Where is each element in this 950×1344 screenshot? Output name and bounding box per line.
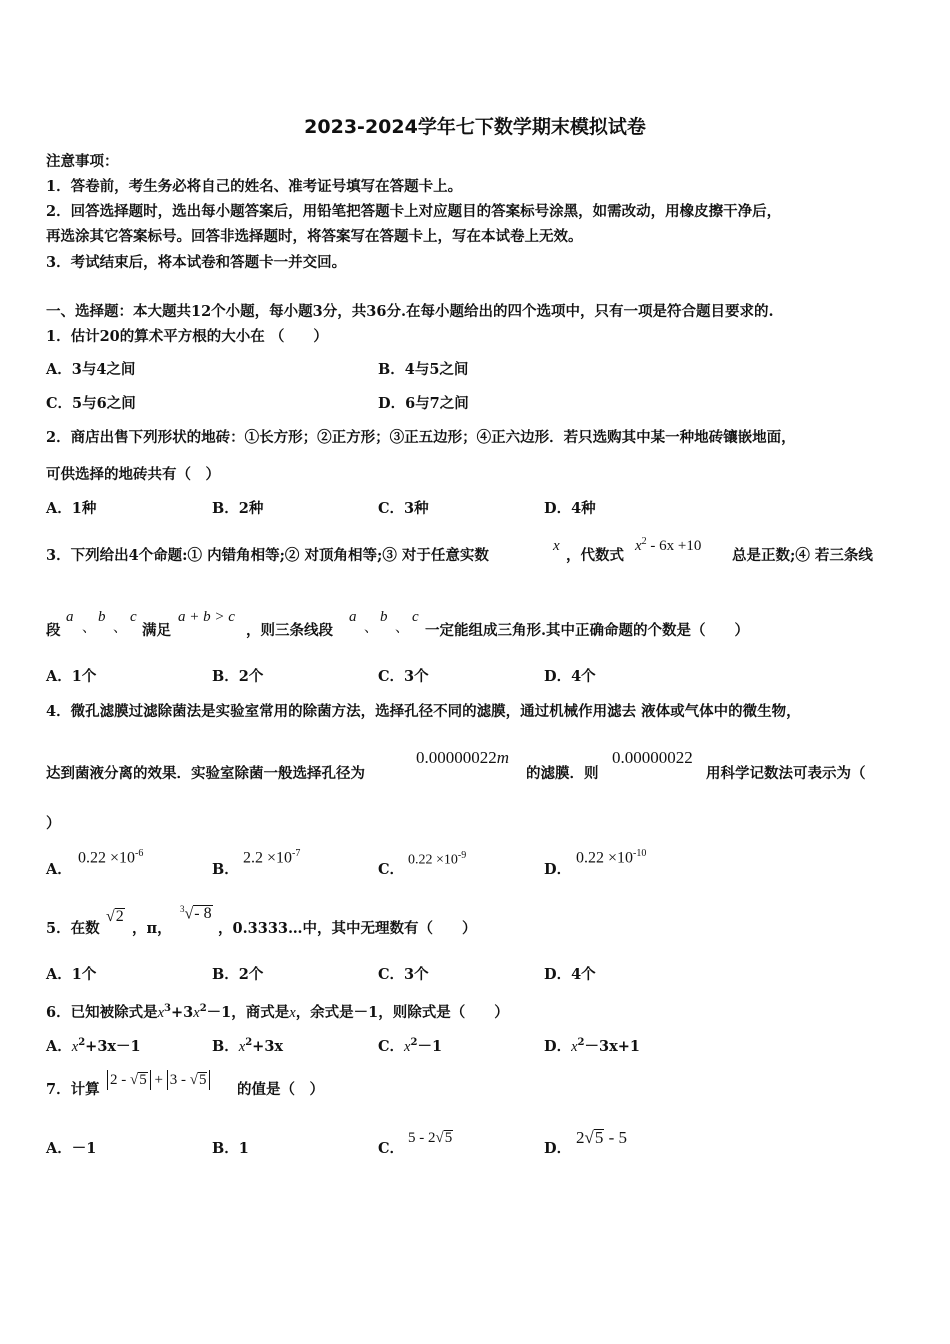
q6-a-exp: 2 — [78, 1037, 86, 1048]
q6-quotient: x — [289, 1004, 296, 1021]
q4-a-base: 0.22 ×10 — [78, 849, 136, 867]
q3-expr-rest: - 6x +10 — [646, 538, 702, 554]
q4-option-b-label: B． — [212, 861, 239, 878]
q3-var-x: x — [553, 538, 560, 554]
q7-a-value: －1 — [71, 1140, 97, 1157]
q4-stem-part2: 的滤膜．则 — [526, 765, 599, 782]
q6-c-x: x — [404, 1038, 411, 1055]
q7-b-label: B． — [212, 1140, 239, 1157]
q3-sep-3: 、 — [364, 621, 378, 636]
q5-cbrt-index: 3 — [180, 904, 185, 914]
q5-cbrt-radicand: - 8 — [194, 905, 212, 923]
q1-option-b: B．4与5之间 — [378, 361, 469, 378]
q7-c-radicand: 5 — [444, 1130, 453, 1146]
q6-b-label: B． — [212, 1037, 239, 1055]
q6-option-c — [378, 1033, 442, 1057]
q4-unit: m — [496, 748, 510, 767]
q3-option-a: A．1个 — [46, 668, 97, 685]
q4-c-base: 0.22 ×10 — [408, 852, 458, 868]
q6-stem — [46, 999, 509, 1023]
q7-stem-part1: 7．计算 — [46, 1081, 100, 1098]
q1-stem: 1．估计20的算术平方根的大小在 （ ） — [46, 328, 328, 345]
q2-stem-line1: 2．商店出售下列形状的地砖：①长方形；②正方形；③正五边形；④正六边形．若只选购其中某一种地砖镶嵌地面， — [46, 429, 796, 446]
q7-plus: + — [154, 1072, 163, 1088]
notice-item-2-cont: 再选涂其它答案标号。回答非选择题时，将答案写在答题卡上，写在本试卷上无效。 — [46, 228, 583, 245]
q2-option-c: C．3种 — [378, 500, 429, 517]
notice-item-2: 2．回答选择题时，选出每小题答案后，用铅笔把答题卡上对应题目的答案标号涂黑，如需改动，用橡皮擦干净后， — [46, 203, 782, 220]
q7-d-radicand: 5 — [594, 1128, 604, 1147]
q4-option-a-value — [78, 848, 143, 867]
q3-sep-1: 、 — [82, 621, 96, 636]
q3-stem-part1: 3．下列给出4个命题:① 内错角相等;② 对顶角相等;③ 对于任意实数 — [46, 547, 489, 564]
q3-seg-b: b — [98, 609, 106, 625]
q3-stem-part6: ，则三条线段 — [246, 622, 333, 639]
q6-d-x: x — [571, 1038, 578, 1055]
q7-stem-part2: 的值是（ ） — [237, 1081, 324, 1098]
notice-item-3: 3．考试结束后，将本试卷和答题卡一并交回。 — [46, 254, 347, 271]
q3-seg-c: c — [130, 609, 137, 625]
q3-option-d: D．4个 — [544, 668, 596, 685]
q3-stem-part2: ，代数式 — [566, 547, 624, 564]
q6-dividend-rest: －1，商式是 — [206, 1003, 290, 1021]
q7-abs2-pre: 3 - — [169, 1072, 190, 1088]
q3-sep-2: 、 — [113, 621, 127, 636]
q2-stem-line2: 可供选择的地砖共有（ ） — [46, 466, 220, 483]
q6-d-label: D． — [544, 1037, 572, 1055]
q7-abs1-pre: 2 - — [110, 1072, 130, 1088]
q4-option-d-label: D． — [544, 861, 572, 878]
q5-stem-part2: ，π， — [132, 920, 172, 937]
q3-stem-part4: 段 — [46, 622, 61, 639]
q3-seg-c-2: c — [412, 609, 419, 625]
q3-expr-x: x — [635, 538, 642, 554]
q4-option-c-value — [408, 850, 466, 869]
q3-sep-4: 、 — [395, 621, 409, 636]
q2-option-a: A．1种 — [46, 500, 97, 517]
q4-stem-part3: 用科学记数法可表示为（ — [706, 765, 866, 782]
q6-c-exp: 2 — [410, 1037, 418, 1048]
q6-b-x: x — [238, 1038, 246, 1055]
q5-stem-part1: 5．在数 — [46, 920, 100, 937]
q7-option-d-label: D． — [544, 1140, 572, 1157]
q3-stem-part3: 总是正数;④ 若三条线 — [732, 547, 873, 564]
q7-abs-2: 3 - √5 — [167, 1070, 211, 1090]
q5-stem-part3: ，0.3333…中，其中无理数有（ ） — [218, 920, 477, 937]
q7-b-value: 1 — [238, 1140, 249, 1157]
q6-c-rest: －1 — [417, 1037, 443, 1055]
q4-b-exp: -7 — [292, 848, 301, 859]
q6-a-label: A． — [46, 1037, 72, 1055]
q7-abs1-radicand: 5 — [139, 1072, 147, 1088]
q6-option-d — [544, 1033, 640, 1057]
section-heading: 一、选择题：本大题共12个小题，每小题3分，共36分.在每小题给出的四个选项中，只有一项是符合题目要求的. — [46, 303, 774, 320]
q4-option-a-label: A． — [46, 861, 72, 878]
q5-sqrt2-radicand: 2 — [115, 908, 124, 925]
q3-seg-a-2: a — [349, 609, 357, 625]
q6-c-label: C． — [378, 1037, 405, 1055]
q3-stem-part5: 满足 — [142, 622, 171, 639]
q4-option-d-value — [576, 848, 646, 867]
q3-seg-b-2: b — [380, 609, 388, 625]
q4-option-b-value — [243, 848, 300, 867]
q7-expression — [107, 1070, 210, 1090]
q6-option-a — [46, 1033, 141, 1057]
q6-option-b — [212, 1033, 283, 1057]
q7-d-post: - 5 — [604, 1128, 628, 1147]
q4-value-1 — [416, 748, 509, 768]
q6-dividend-plus3: +3 — [171, 1003, 194, 1021]
q1-option-d: D．6与7之间 — [378, 395, 469, 412]
q7-a-label: A． — [46, 1140, 72, 1157]
q6-dividend-exp2: 2 — [199, 1003, 207, 1014]
q5-option-a: A．1个 — [46, 966, 97, 983]
q5-sqrt2: √2 — [106, 908, 124, 925]
q4-stem-part1: 达到菌液分离的效果．实验室除菌一般选择孔径为 — [46, 765, 365, 782]
q2-option-b: B．2种 — [212, 500, 264, 517]
q7-option-c-value: 5 - 2√5 — [408, 1130, 453, 1146]
notice-heading: 注意事项： — [46, 153, 119, 170]
q6-a-x: x — [71, 1038, 79, 1055]
q4-a-exp: -6 — [135, 848, 144, 859]
q5-option-b: B．2个 — [212, 966, 264, 983]
q3-inequality: a + b > c — [178, 609, 235, 625]
q7-option-a — [46, 1139, 96, 1159]
q6-a-rest: +3x－1 — [85, 1037, 141, 1055]
q7-abs-1: 2 - √5 — [107, 1070, 151, 1090]
q2-option-d: D．4种 — [544, 500, 596, 517]
q4-b-base: 2.2 ×10 — [243, 849, 293, 867]
q3-option-c: C．3个 — [378, 668, 429, 685]
q1-option-c: C．5与6之间 — [46, 395, 136, 412]
q4-c-exp: -9 — [457, 850, 467, 861]
notice-item-1: 1．答卷前，考生务必将自己的姓名、准考证号填写在答题卡上。 — [46, 178, 463, 195]
q4-stem-close: ） — [46, 815, 61, 832]
q7-option-c-label: C． — [378, 1140, 405, 1157]
q5-option-c: C．3个 — [378, 966, 429, 983]
q4-num1: 0.00000022 — [416, 748, 497, 767]
page-title: 2023-2024学年七下数学期末模拟试卷 — [304, 116, 646, 138]
q4-value-2: 0.00000022 — [612, 748, 693, 767]
q4-stem-line1: 4．微孔滤膜过滤除菌法是实验室常用的除菌方法，选择孔径不同的滤膜，通过机械作用滤去 液体或气体中的微生物， — [46, 703, 801, 720]
q7-abs2-radicand: 5 — [198, 1072, 207, 1088]
q6-d-rest: －3x+1 — [584, 1037, 640, 1055]
q7-option-d-value: 2√5 - 5 — [576, 1128, 628, 1147]
q3-expression — [635, 536, 701, 555]
q6-dividend-x2: x — [193, 1004, 200, 1021]
q6-dividend-exp1: 3 — [164, 1003, 171, 1014]
q1-option-a: A．3与4之间 — [46, 361, 136, 378]
q6-dividend-x: x — [157, 1004, 165, 1021]
q3-option-b: B．2个 — [212, 668, 264, 685]
q4-d-exp: -10 — [633, 848, 647, 859]
q6-b-rest: +3x — [252, 1037, 284, 1055]
q5-option-d: D．4个 — [544, 966, 596, 983]
q6-d-exp: 2 — [577, 1037, 585, 1048]
q3-seg-a: a — [66, 609, 74, 625]
q4-option-c-label: C． — [378, 861, 405, 878]
q7-d-pre: 2 — [576, 1128, 585, 1147]
q5-cube-root: $^3$√- 8 — [180, 904, 212, 923]
q3-expr-exp: 2 — [641, 536, 647, 547]
q4-d-base: 0.22 ×10 — [576, 849, 634, 867]
q3-stem-part7: 一定能组成三角形.其中正确命题的个数是（ ） — [425, 622, 750, 639]
q7-option-b — [212, 1139, 249, 1159]
q7-c-pre: 5 - 2 — [408, 1130, 436, 1146]
q6-p2: ，余式是－1，则除式是（ ） — [295, 1003, 509, 1021]
q6-p1: 6．已知被除式是 — [46, 1003, 158, 1021]
q6-b-exp: 2 — [245, 1037, 253, 1048]
